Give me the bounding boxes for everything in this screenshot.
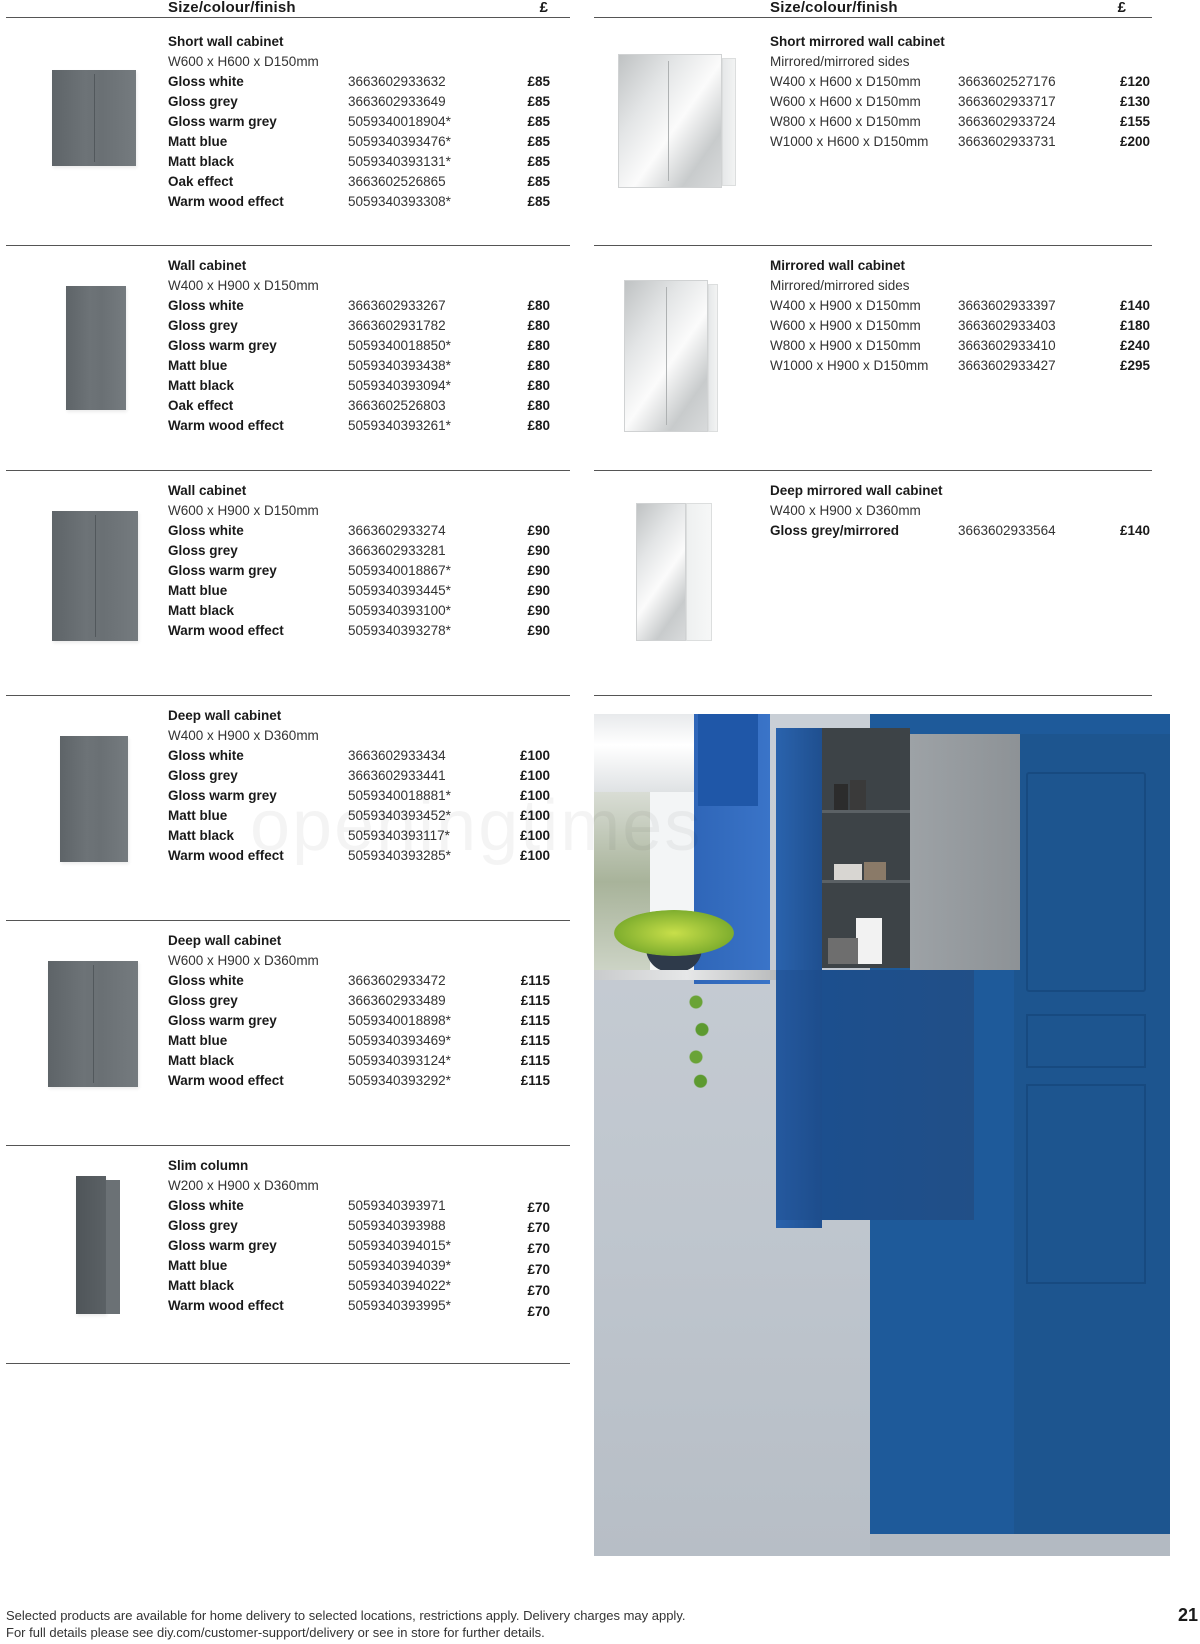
product-title: Wall cabinet <box>168 483 247 498</box>
variant-row: Matt blue 5059340393438* £80 <box>168 358 550 373</box>
variant-row: Warm wood effect 5059340393278* £90 <box>168 623 550 638</box>
variant-row: W1000 x H600 x D150mm 3663602933731 £200 <box>770 134 1150 149</box>
product-dimensions: W400 x H900 x D150mm <box>168 278 319 293</box>
variant-row: Matt black 5059340393094* £80 <box>168 378 550 393</box>
left-column-header <box>6 0 570 18</box>
variant-row: W1000 x H900 x D150mm 3663602933427 £295 <box>770 358 1150 373</box>
section-divider <box>6 1363 570 1365</box>
variant-row: Oak effect 3663602526803 £80 <box>168 398 550 413</box>
product-title: Short mirrored wall cabinet <box>770 34 945 49</box>
variant-row: Matt blue 5059340393452* £100 <box>168 808 550 823</box>
product-section-wall-cabinet-w400 <box>6 246 570 471</box>
variant-row: Gloss grey 3663602933441 £100 <box>168 768 550 783</box>
product-image-grey-cabinet <box>44 70 144 168</box>
product-finish: Mirrored/mirrored sides <box>770 54 910 69</box>
variant-row: W400 x H900 x D150mm 3663602933397 £140 <box>770 298 1150 313</box>
product-image-mirrored-cabinet <box>616 52 746 192</box>
product-section-wall-cabinet-w600 <box>6 471 570 696</box>
variant-row: Gloss grey 3663602933649 £85 <box>168 94 550 109</box>
variant-row: Matt black 5059340393117* £100 <box>168 828 550 843</box>
footer-disclaimer <box>6 1607 685 1641</box>
variant-row: Gloss warm grey 5059340394015* £70 <box>168 1238 550 1256</box>
product-title: Short wall cabinet <box>168 34 284 49</box>
variant-row: Matt blue 5059340393445* £90 <box>168 583 550 598</box>
variant-row: Gloss white 3663602933267 £80 <box>168 298 550 313</box>
right-column-header <box>594 0 1152 18</box>
variant-row: Warm wood effect 5059340393995* £70 <box>168 1298 550 1319</box>
footer-line-2: For full details please see diy.com/customer-support/delivery or see in store for further details. <box>6 1625 545 1640</box>
currency-label: £ <box>1117 0 1126 16</box>
variant-row: Gloss white 3663602933274 £90 <box>168 523 550 538</box>
variant-row: Gloss white 3663602933472 £115 <box>168 973 550 988</box>
variant-row: Matt black 5059340393100* £90 <box>168 603 550 618</box>
variant-row: Warm wood effect 5059340393308* £85 <box>168 194 550 209</box>
variant-row: Gloss warm grey 5059340018898* £115 <box>168 1013 550 1028</box>
column-label: Size/colour/finish <box>168 0 296 16</box>
footer-line-1: Selected products are available for home delivery to selected locations, restrictions apply. Delivery charges may apply. <box>6 1608 686 1623</box>
variant-row: Warm wood effect 5059340393261* £80 <box>168 418 550 433</box>
variant-row: W800 x H600 x D150mm 3663602933724 £155 <box>770 114 1150 129</box>
product-dimensions: W600 x H900 x D150mm <box>168 503 319 518</box>
product-dimensions: W400 x H900 x D360mm <box>168 728 319 743</box>
variant-row: Gloss warm grey 5059340018881* £100 <box>168 788 550 803</box>
variant-row: Matt blue 5059340393469* £115 <box>168 1033 550 1048</box>
variant-row: Matt blue 5059340393476* £85 <box>168 134 550 149</box>
variant-row: Matt blue 5059340394039* £70 <box>168 1258 550 1277</box>
variant-row: Warm wood effect 5059340393285* £100 <box>168 848 550 863</box>
product-image-grey-cabinet <box>56 286 136 414</box>
product-title: Deep wall cabinet <box>168 933 282 948</box>
product-section-deep-mirrored-wall-cabinet <box>594 471 1152 696</box>
variant-row: Gloss grey 3663602931782 £80 <box>168 318 550 333</box>
product-dimensions: W600 x H600 x D150mm <box>168 54 319 69</box>
product-section-deep-wall-cabinet-w600 <box>6 921 570 1146</box>
section-divider <box>594 695 1152 697</box>
product-title: Wall cabinet <box>168 258 247 273</box>
variant-row: Gloss grey/mirrored 3663602933564 £140 <box>770 523 1150 538</box>
product-title: Mirrored wall cabinet <box>770 258 906 273</box>
product-section-mirrored-wall-cabinet <box>594 246 1152 471</box>
product-finish: Mirrored/mirrored sides <box>770 278 910 293</box>
product-image-grey-cabinet <box>42 961 146 1091</box>
product-dimensions: W600 x H900 x D360mm <box>168 953 319 968</box>
variant-row: Gloss grey 5059340393988 £70 <box>168 1218 550 1235</box>
product-image-slim-column <box>70 1176 130 1316</box>
product-section-short-wall-cabinet <box>6 26 570 246</box>
variant-row: Warm wood effect 5059340393292* £115 <box>168 1073 550 1088</box>
variant-row: W600 x H900 x D150mm 3663602933403 £180 <box>770 318 1150 333</box>
variant-row: Gloss grey 3663602933489 £115 <box>168 993 550 1008</box>
variant-row: W400 x H600 x D150mm 3663602527176 £120 <box>770 74 1150 89</box>
product-section-slim-column <box>6 1146 570 1364</box>
product-title: Slim column <box>168 1158 249 1173</box>
variant-row: Gloss warm grey 5059340018867* £90 <box>168 563 550 578</box>
product-image-grey-cabinet <box>54 736 138 866</box>
variant-row: Matt black 5059340394022* £70 <box>168 1278 550 1298</box>
variant-row: Gloss warm grey 5059340018850* £80 <box>168 338 550 353</box>
variant-row: Gloss grey 3663602933281 £90 <box>168 543 550 558</box>
variant-row: Gloss white 3663602933434 £100 <box>168 748 550 763</box>
product-dimensions: W200 x H900 x D360mm <box>168 1178 319 1193</box>
product-title: Deep mirrored wall cabinet <box>770 483 943 498</box>
watermark-text <box>250 785 702 867</box>
product-image-mirrored-cabinet <box>622 280 722 436</box>
variant-row: Gloss white 5059340393971 £70 <box>168 1198 550 1215</box>
variant-row: Matt black 5059340393124* £115 <box>168 1053 550 1068</box>
product-section-short-mirrored-wall-cabinet <box>594 26 1152 246</box>
product-image-grey-cabinet <box>46 511 146 643</box>
variant-row: W600 x H600 x D150mm 3663602933717 £130 <box>770 94 1150 109</box>
variant-row: Gloss white 3663602933632 £85 <box>168 74 550 89</box>
variant-row: W800 x H900 x D150mm 3663602933410 £240 <box>770 338 1150 353</box>
product-title: Deep wall cabinet <box>168 708 282 723</box>
variant-row: Gloss warm grey 5059340018904* £85 <box>168 114 550 129</box>
product-dimensions: W400 x H900 x D360mm <box>770 503 921 518</box>
column-label: Size/colour/finish <box>770 0 898 16</box>
variant-row: Oak effect 3663602526865 £85 <box>168 174 550 189</box>
currency-label: £ <box>539 0 548 16</box>
page-number: 21 <box>1177 1605 1198 1625</box>
product-image-deep-mirrored-cabinet <box>634 501 714 643</box>
variant-row: Matt black 5059340393131* £85 <box>168 154 550 169</box>
